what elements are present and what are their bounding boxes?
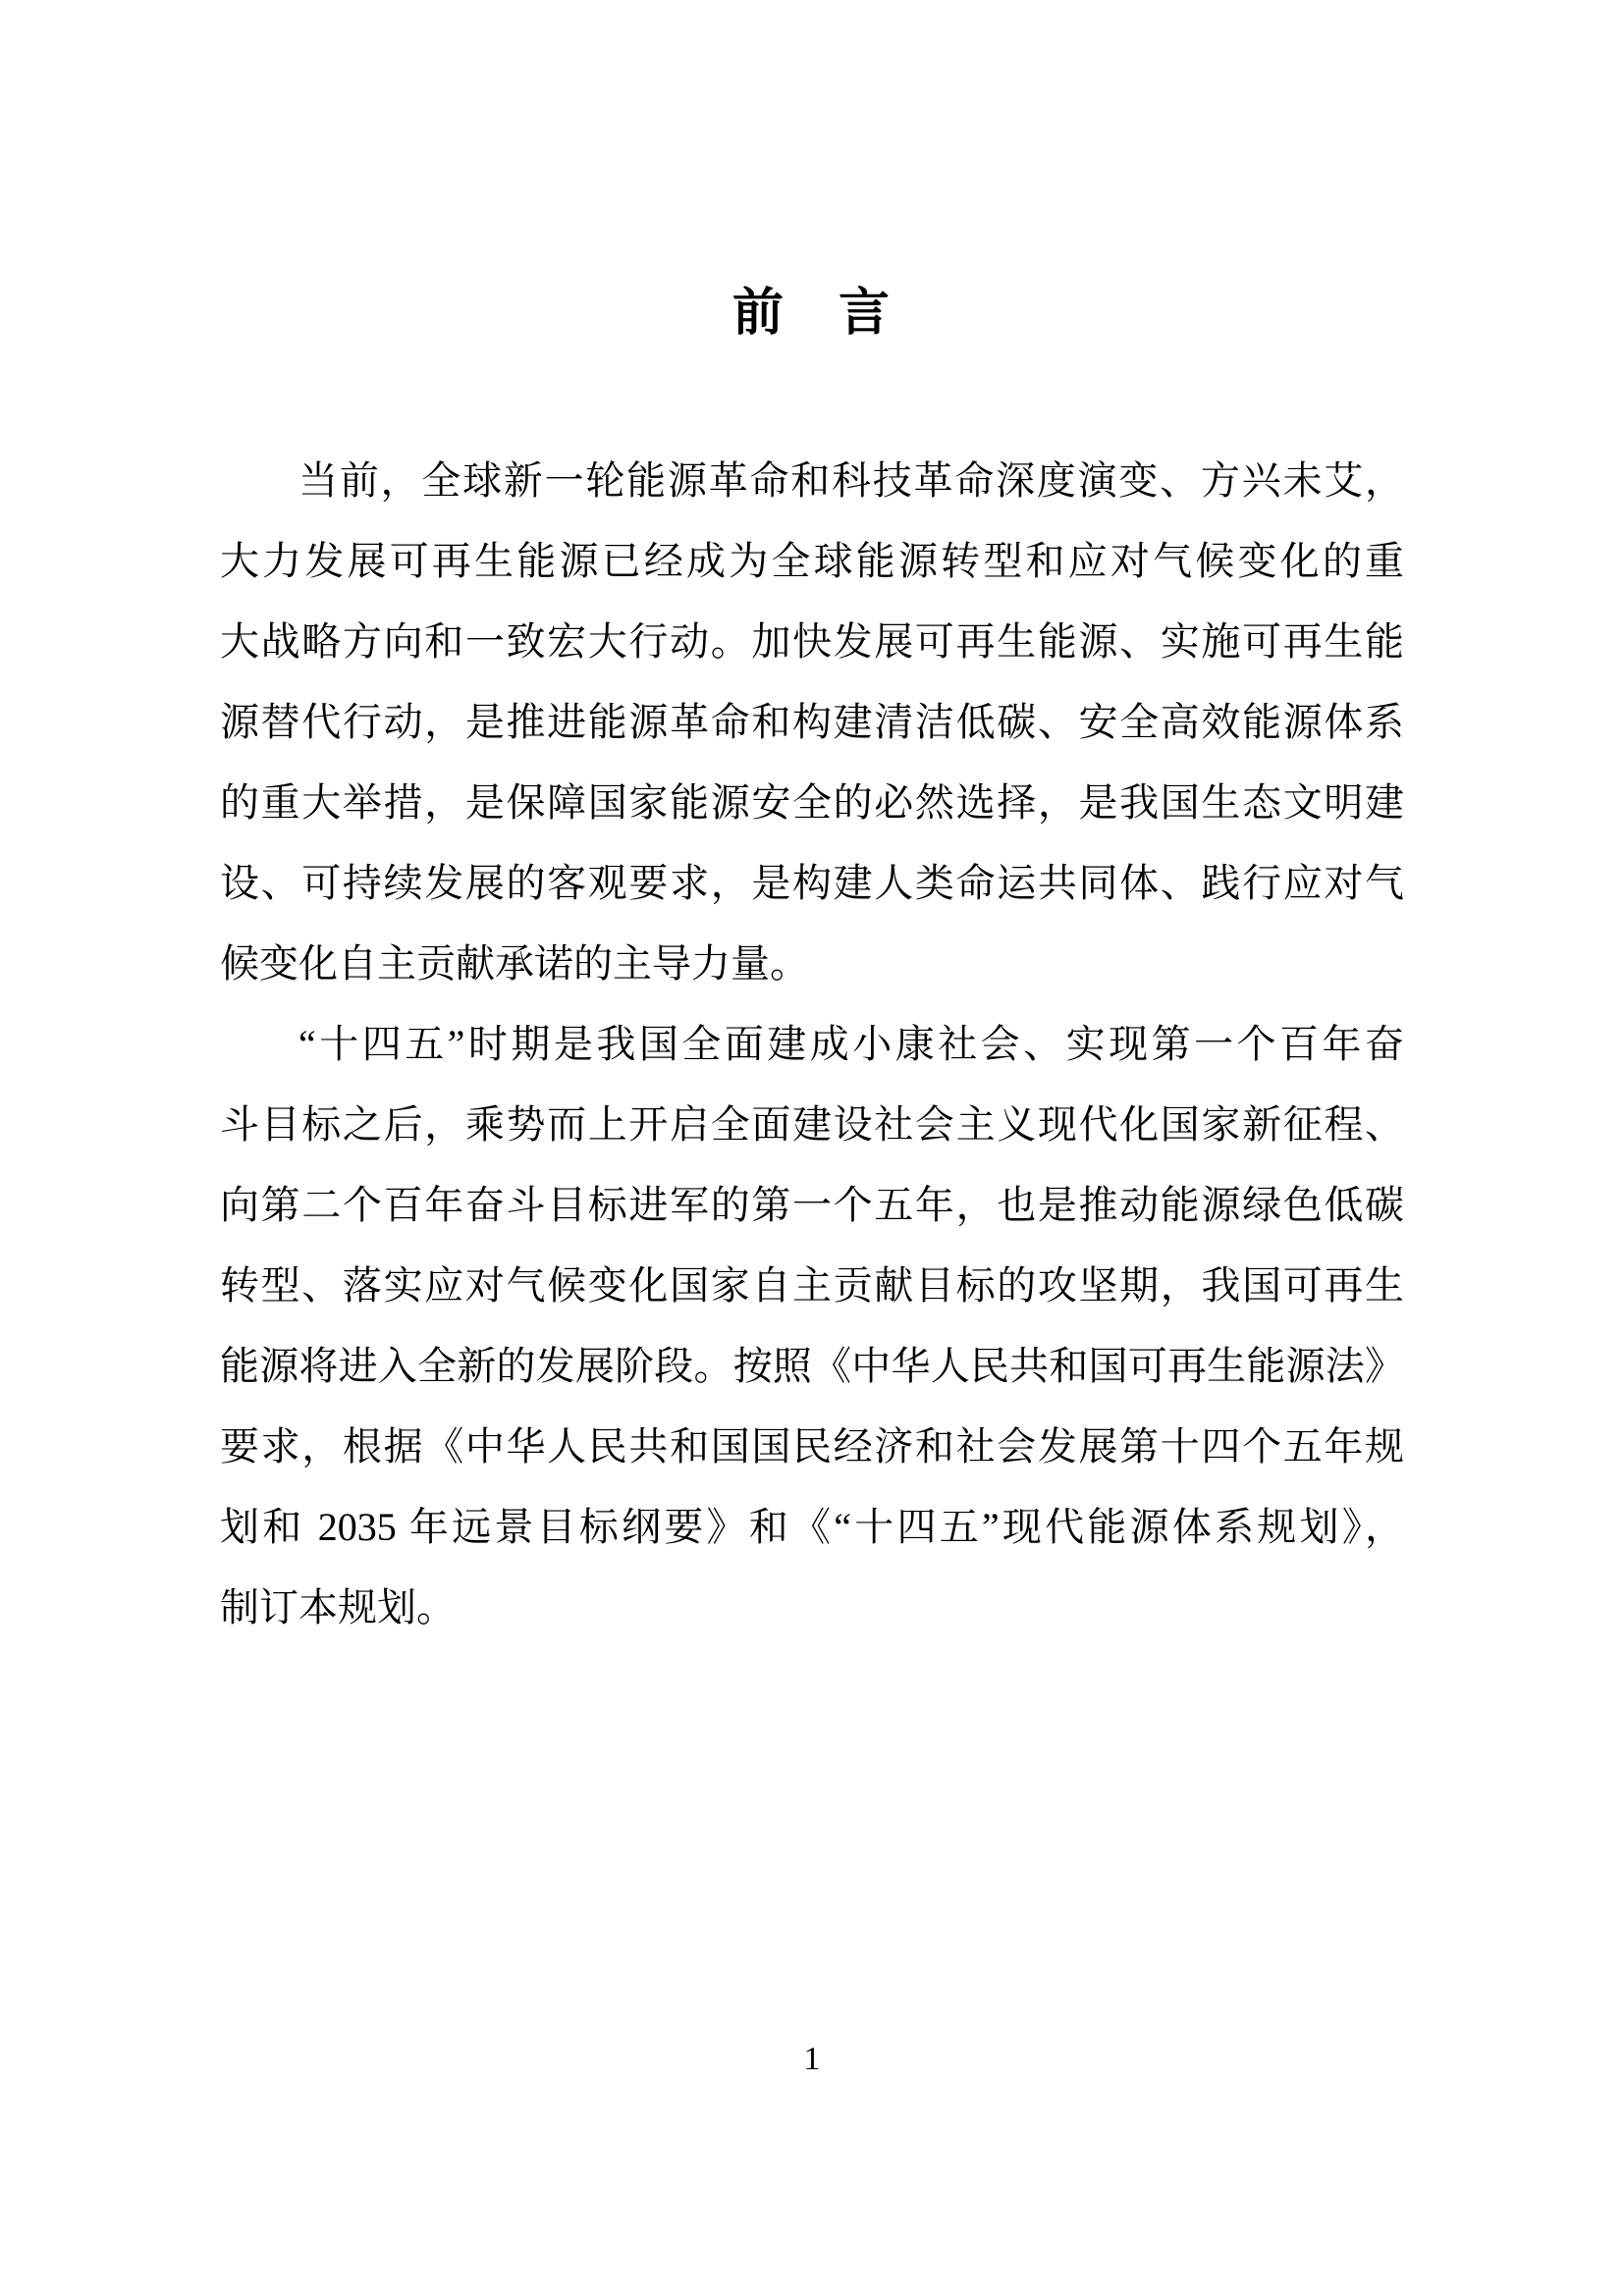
paragraph bbox=[220, 1004, 1404, 1648]
body-line: 划和 2035 年远景目标纲要》和《“十四五”现代能源体系规划》， bbox=[220, 1505, 1404, 1549]
body-line: 向第二个百年奋斗目标进军的第一个五年，也是推动能源绿色低碳 bbox=[220, 1183, 1404, 1227]
body-line: “十四五”时期是我国全面建成小康社会、实现第一个百年奋 bbox=[298, 1022, 1404, 1066]
body-line: 源替代行动，是推进能源革命和构建清洁低碳、安全高效能源体系 bbox=[220, 700, 1404, 744]
paragraph bbox=[220, 441, 1404, 1004]
body-line: 转型、落实应对气候变化国家自主贡献目标的攻坚期，我国可再生 bbox=[220, 1263, 1404, 1308]
document-body bbox=[220, 441, 1404, 1648]
body-line: 斗目标之后，乘势而上开启全面建设社会主义现代化国家新征程、 bbox=[220, 1102, 1404, 1147]
body-line: 候变化自主贡献承诺的主导力量。 bbox=[220, 941, 809, 986]
body-line: 设、可持续发展的客观要求，是构建人类命运共同体、践行应对气 bbox=[220, 861, 1404, 905]
body-line: 当前，全球新一轮能源革命和科技革命深度演变、方兴未艾， bbox=[298, 458, 1404, 503]
body-line: 能源将进入全新的发展阶段。按照《中华人民共和国可再生能源法》 bbox=[220, 1344, 1404, 1388]
body-line: 大力发展可再生能源已经成为全球能源转型和应对气候变化的重 bbox=[220, 539, 1404, 583]
body-line: 制订本规划。 bbox=[220, 1585, 456, 1629]
page-number: 1 bbox=[803, 2041, 821, 2077]
body-line: 要求，根据《中华人民共和国国民经济和社会发展第十四个五年规 bbox=[220, 1424, 1404, 1468]
page-title: 前 言 bbox=[731, 286, 892, 342]
body-line: 的重大举措，是保障国家能源安全的必然选择，是我国生态文明建 bbox=[220, 780, 1404, 825]
body-line: 大战略方向和一致宏大行动。加快发展可再生能源、实施可再生能 bbox=[220, 619, 1404, 664]
